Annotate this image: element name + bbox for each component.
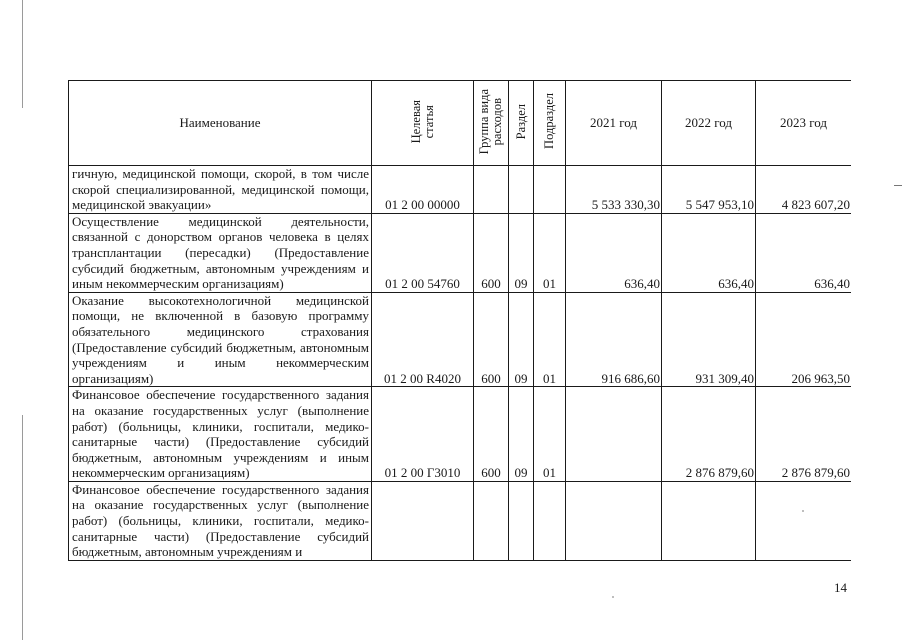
row-amount-2021: 5 533 330,30 <box>566 166 662 214</box>
header-2022: 2022 год <box>662 81 756 166</box>
row-subsection <box>534 481 566 560</box>
row-target-article: 01 2 00 R4020 <box>372 292 474 387</box>
table-row <box>69 292 852 387</box>
header-target-article-label: Целевая статья <box>408 99 436 143</box>
row-expense-group: 600 <box>474 387 509 482</box>
row-amount-2021 <box>566 387 662 482</box>
header-section <box>509 81 534 166</box>
row-amount-2023: 206 963,50 <box>756 292 852 387</box>
header-subsection-label: Подраздел <box>542 93 556 150</box>
header-row <box>69 81 852 166</box>
row-expense-group: 600 <box>474 292 509 387</box>
row-amount-2021 <box>566 481 662 560</box>
row-amount-2022: 5 547 953,10 <box>662 166 756 214</box>
row-name: гичную, медицинской помощи, скорой, в том числе скорой специализированной, медицинской помощи, медицинской эвакуации» <box>69 166 372 214</box>
row-subsection: 01 <box>534 292 566 387</box>
row-name: Оказание высокотехнологичной медицинской помощи, не включенной в базовую программу обязательного медицинского страхования (Предоставление субсидий бюджетным, автономным учреждениям и иным некоммерческим организациям) <box>69 292 372 387</box>
row-subsection <box>534 166 566 214</box>
row-target-article: 01 2 00 54760 <box>372 213 474 292</box>
row-target-article <box>372 481 474 560</box>
row-name: Финансовое обеспечение государственного задания на оказание государственных услуг (выполнение работ) (больницы, клиники, госпитали, медико-санитарные части) (Предоставление субсидий бюджетным, автономным учреждениям и <box>69 481 372 560</box>
page-number: 14 <box>834 580 847 595</box>
table-row <box>69 166 852 214</box>
budget-table <box>68 80 851 561</box>
left-scan-edge-upper <box>22 0 23 108</box>
header-expense-group-label: Группа вида расходов <box>477 88 504 154</box>
row-amount-2023: 4 823 607,20 <box>756 166 852 214</box>
row-subsection: 01 <box>534 387 566 482</box>
budget-table-wrapper <box>68 80 851 568</box>
table-row <box>69 213 852 292</box>
row-amount-2023: 636,40 <box>756 213 852 292</box>
header-target-article <box>372 81 474 166</box>
row-expense-group: 600 <box>474 213 509 292</box>
table-row <box>69 481 852 560</box>
row-amount-2022 <box>662 481 756 560</box>
row-target-article: 01 2 00 Г3010 <box>372 387 474 482</box>
row-expense-group <box>474 481 509 560</box>
row-amount-2022: 636,40 <box>662 213 756 292</box>
header-name: Наименование <box>69 81 372 166</box>
row-name: Осуществление медицинской деятельности, связанной с донорством органов человека в целях трансплантации (пересадки) (Предоставление субсидий бюджетным, автономным учреждениям и иным некоммерческим организациям) <box>69 213 372 292</box>
row-expense-group <box>474 166 509 214</box>
table-row <box>69 387 852 482</box>
row-amount-2022: 2 876 879,60 <box>662 387 756 482</box>
row-section: 09 <box>509 213 534 292</box>
scan-speck <box>612 596 614 598</box>
row-amount-2023: 2 876 879,60 <box>756 387 852 482</box>
row-name: Финансовое обеспечение государственного задания на оказание государственных услуг (выполнение работ) (больницы, клиники, госпитали, медико-санитарные части) (Предоставление субсидий бюджетным, автономным учреждениям и иным некоммерческим организациям) <box>69 387 372 482</box>
header-expense-group <box>474 81 509 166</box>
header-2023: 2023 год <box>756 81 852 166</box>
row-amount-2023 <box>756 481 852 560</box>
row-section <box>509 481 534 560</box>
row-amount-2021: 916 686,60 <box>566 292 662 387</box>
row-section: 09 <box>509 387 534 482</box>
header-section-label: Раздел <box>513 103 528 139</box>
scan-mark <box>894 185 902 186</box>
header-2021: 2021 год <box>566 81 662 166</box>
header-subsection <box>534 81 566 166</box>
left-scan-edge-lower <box>22 415 23 640</box>
row-section: 09 <box>509 292 534 387</box>
row-amount-2022: 931 309,40 <box>662 292 756 387</box>
row-target-article: 01 2 00 00000 <box>372 166 474 214</box>
row-subsection: 01 <box>534 213 566 292</box>
row-amount-2021: 636,40 <box>566 213 662 292</box>
row-section <box>509 166 534 214</box>
